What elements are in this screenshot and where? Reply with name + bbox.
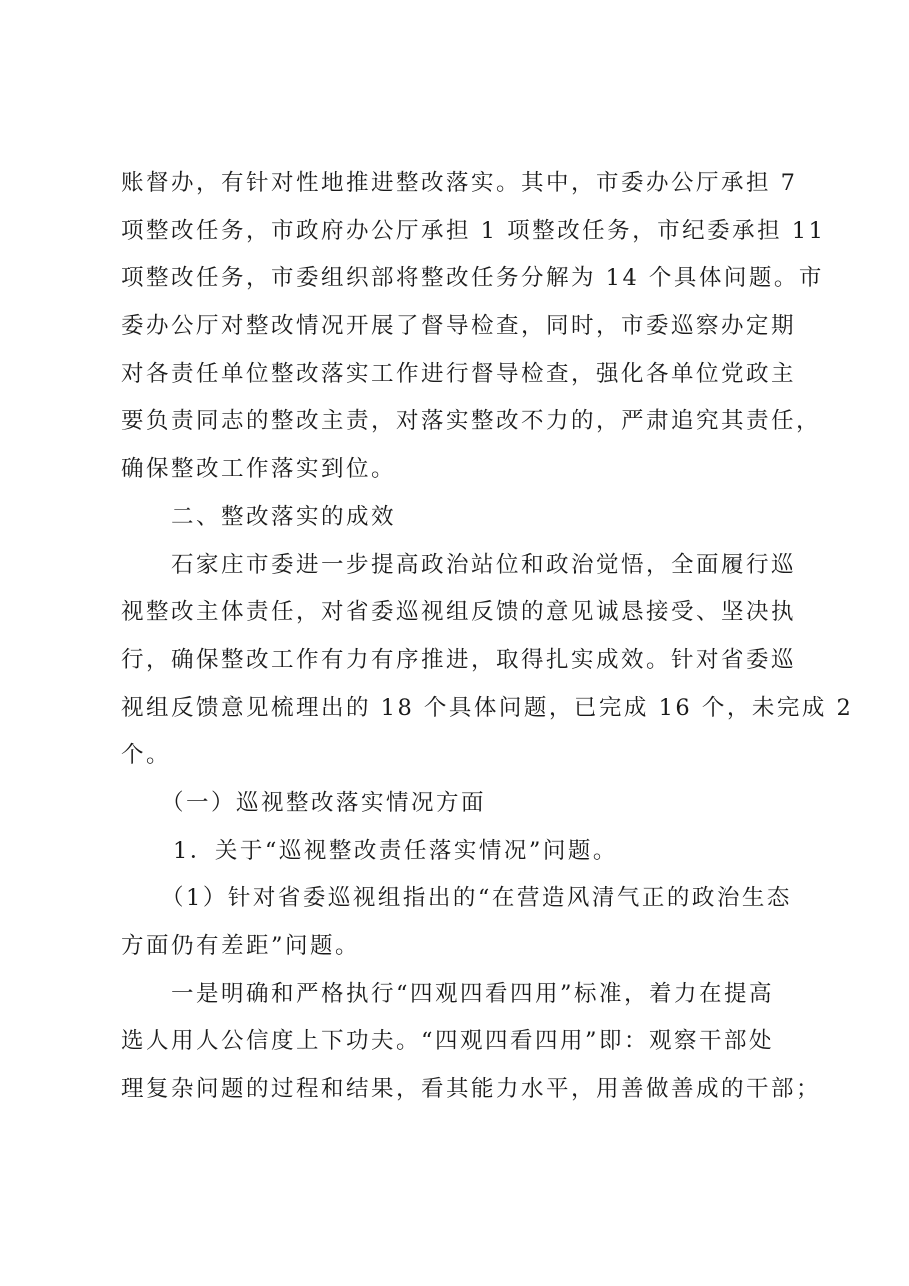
subsection-heading: （一）巡视整改落实情况方面 [161, 789, 487, 816]
paragraph-line: 项整改任务，市委组织部将整改任务分解为 14 个具体问题。市 [121, 265, 824, 292]
paragraph-line: 个。 [121, 742, 172, 769]
paragraph-line: 一是明确和严格执行“四观四看四用”标准，着力在提高 [171, 980, 775, 1007]
paragraph-line: 选人用人公信度上下功夫。“四观四看四用”即：观察干部处 [121, 1028, 775, 1055]
paragraph-line: 石家庄市委进一步提高政治站位和政治觉悟，全面履行巡 [171, 551, 797, 578]
item-heading: 1．关于“巡视整改责任落实情况”问题。 [173, 837, 618, 864]
paragraph-line: 视组反馈意见梳理出的 18 个具体问题，已完成 16 个，未完成 2 [121, 694, 854, 721]
paragraph-line: 对各责任单位整改落实工作进行督导检查，强化各单位党政主 [121, 360, 797, 387]
paragraph-line: 方面仍有差距”问题。 [121, 933, 361, 959]
paragraph-line: 确保整改工作落实到位。 [121, 456, 397, 483]
paragraph-line: 项整改任务，市政府办公厅承担 1 项整改任务，市纪委承担 11 [121, 217, 826, 244]
section-heading: 二、整改落实的成效 [171, 503, 397, 530]
paragraph-line: 理复杂问题的过程和结果，看其能力水平，用善做善成的干部； [121, 1076, 822, 1103]
paragraph-line: 视整改主体责任，对省委巡视组反馈的意见诚恳接受、坚决执 [121, 599, 797, 626]
paragraph-line: （1）针对省委巡视组指出的“在营造风清气正的政治生态 [161, 885, 792, 912]
paragraph-line: 行，确保整改工作有力有序推进，取得扎实成效。针对省委巡 [121, 646, 797, 673]
paragraph-line: 委办公厅对整改情况开展了督导检查，同时，市委巡察办定期 [121, 313, 797, 340]
document-body [121, 160, 854, 1114]
paragraph-line: 要负责同志的整改主责，对落实整改不力的，严肃追究其责任， [121, 408, 822, 435]
paragraph-line: 账督办，有针对性地推进整改落实。其中，市委办公厅承担 7 [121, 170, 798, 196]
